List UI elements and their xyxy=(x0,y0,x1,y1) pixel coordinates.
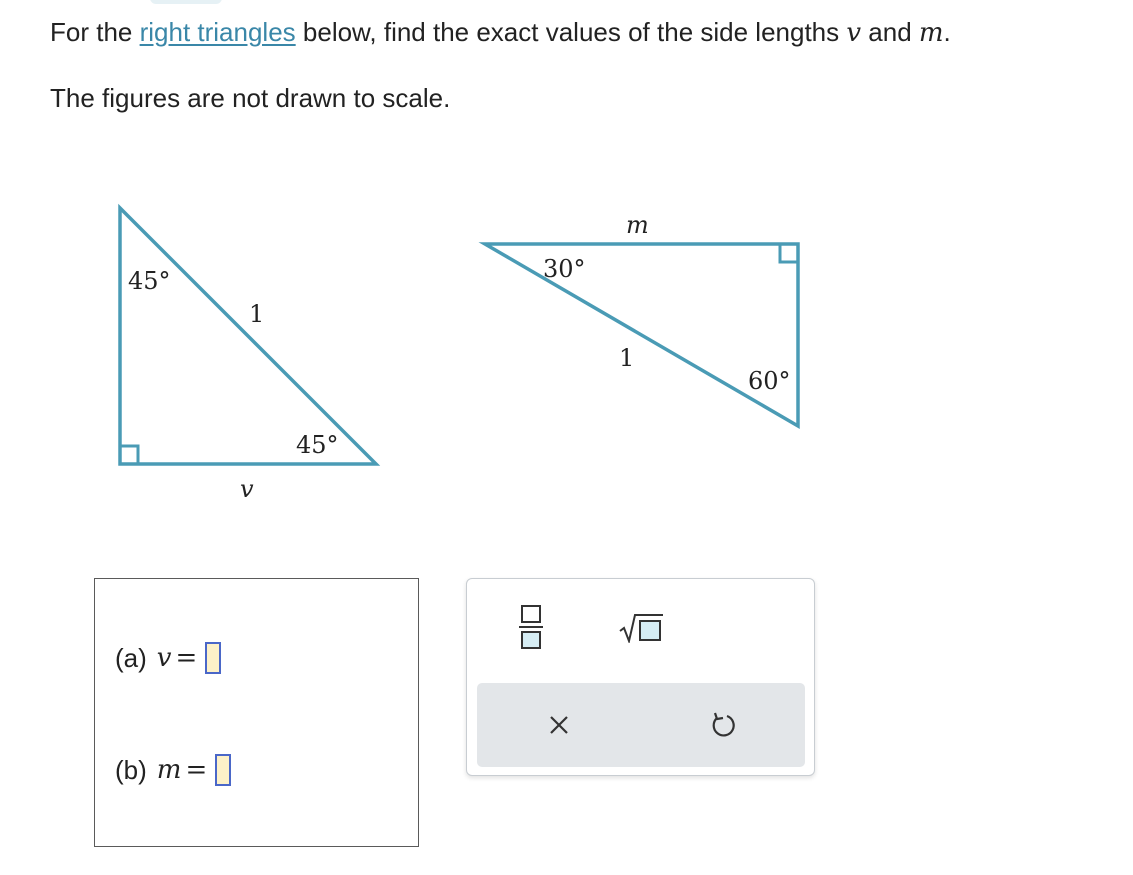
prompt-text-end: . xyxy=(943,17,951,47)
answer-a-row xyxy=(115,641,221,675)
prompt-text-middle: below, find the exact values of the side lengths xyxy=(295,17,847,47)
undo-button[interactable] xyxy=(701,703,745,747)
scale-note: The figures are not drawn to scale. xyxy=(50,83,451,113)
left-right-angle-mark xyxy=(120,446,138,464)
answer-box xyxy=(94,578,419,847)
answer-b-equals: = xyxy=(185,755,208,785)
right-bottom-angle-label: 60° xyxy=(748,367,791,395)
fraction-button[interactable] xyxy=(511,597,551,657)
toolbar-actions-area xyxy=(477,683,805,767)
square-root-button[interactable] xyxy=(613,603,669,653)
left-triangle-outline xyxy=(120,208,376,464)
left-triangle xyxy=(120,208,376,503)
prompt-var-v: v xyxy=(846,18,862,48)
right-top-side-label: m xyxy=(626,211,649,239)
undo-icon xyxy=(709,711,737,739)
left-top-angle-label: 45° xyxy=(128,267,171,295)
right-triangles-link[interactable]: right triangles xyxy=(139,17,296,47)
right-triangle-outline xyxy=(485,244,798,426)
answer-a-label: (a) xyxy=(115,643,147,673)
square-root-icon xyxy=(618,613,664,643)
left-bottom-side-label: v xyxy=(240,475,254,503)
right-left-angle-label: 30° xyxy=(543,255,586,283)
fraction-icon xyxy=(518,604,544,650)
prompt-text-and: and xyxy=(861,17,919,47)
right-right-angle-mark xyxy=(780,244,798,262)
left-bottom-angle-label: 45° xyxy=(296,431,339,459)
right-triangle xyxy=(485,211,798,426)
answer-a-equals: = xyxy=(175,643,198,673)
answer-b-label: (b) xyxy=(115,755,147,785)
clear-button[interactable] xyxy=(537,703,581,747)
answer-b-row xyxy=(115,753,231,787)
answer-a-input[interactable] xyxy=(205,642,221,674)
answer-b-input[interactable] xyxy=(215,754,231,786)
clear-x-icon xyxy=(548,714,570,736)
answer-b-var: m xyxy=(156,755,182,785)
math-toolbar xyxy=(466,578,815,776)
left-hypotenuse-label: 1 xyxy=(249,300,265,328)
prompt-var-m: m xyxy=(918,18,944,48)
prompt-text-before: For the xyxy=(50,17,140,47)
right-hypotenuse-label: 1 xyxy=(619,344,635,372)
answer-a-var: v xyxy=(156,643,172,673)
